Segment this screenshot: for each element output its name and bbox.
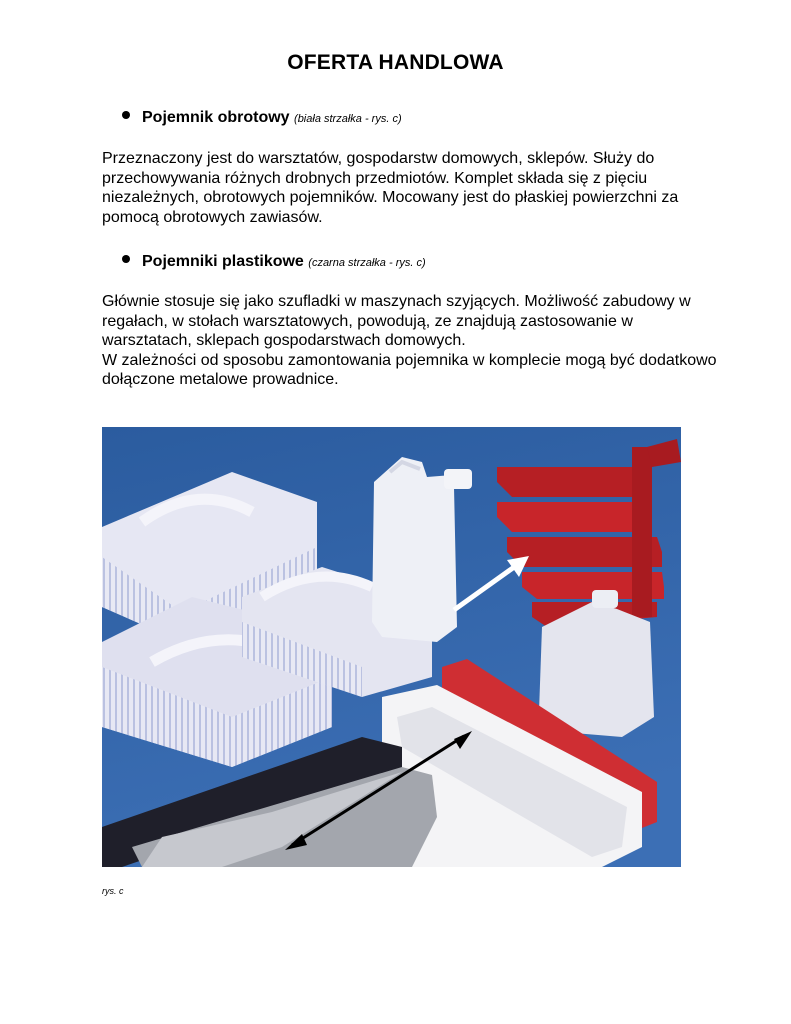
section1-note: (biała strzałka - rys. c) — [294, 113, 402, 125]
section2-heading-row — [122, 253, 426, 271]
section1-heading: Pojemnik obrotowy — [142, 109, 290, 126]
section2-note: (czarna strzałka - rys. c) — [308, 257, 426, 269]
bullet-icon — [122, 111, 130, 119]
product-photo — [102, 427, 681, 867]
section2-paragraph-1: Głównie stosuje się jako szufladki w maszynach szyjących. Możliwość zabudowy w regałach, w stołach warsztatowych, powodują, ze znajdują zastosowanie w warsztatach, sklepach gospodarstwach domowych. — [102, 293, 691, 349]
product-photo-drawing — [102, 427, 681, 867]
section2-paragraph-2: W zależności od sposobu zamontowania pojemnika w komplecie mogą być dodatkowo dołączone metalowe prowadnice. — [102, 351, 717, 388]
section1-paragraph: Przeznaczony jest do warsztatów, gospodarstw domowych, sklepów. Służy do przechowywania różnych drobnych przedmiotów. Komplet składa się z pięciu niezależnych, obrotowych pojemników. Mocowany jest do płaskiej powierzchni za pomocą obrotowych zawiasów. — [102, 150, 679, 226]
section2-paragraph-block — [102, 292, 722, 390]
figure-caption: rys. c — [102, 886, 124, 896]
section2-heading: Pojemniki plastikowe — [142, 253, 304, 270]
section1-paragraph-block — [102, 149, 722, 227]
page-title: OFERTA HANDLOWA — [287, 51, 504, 74]
section1-heading-row — [122, 109, 402, 127]
bullet-icon — [122, 255, 130, 263]
